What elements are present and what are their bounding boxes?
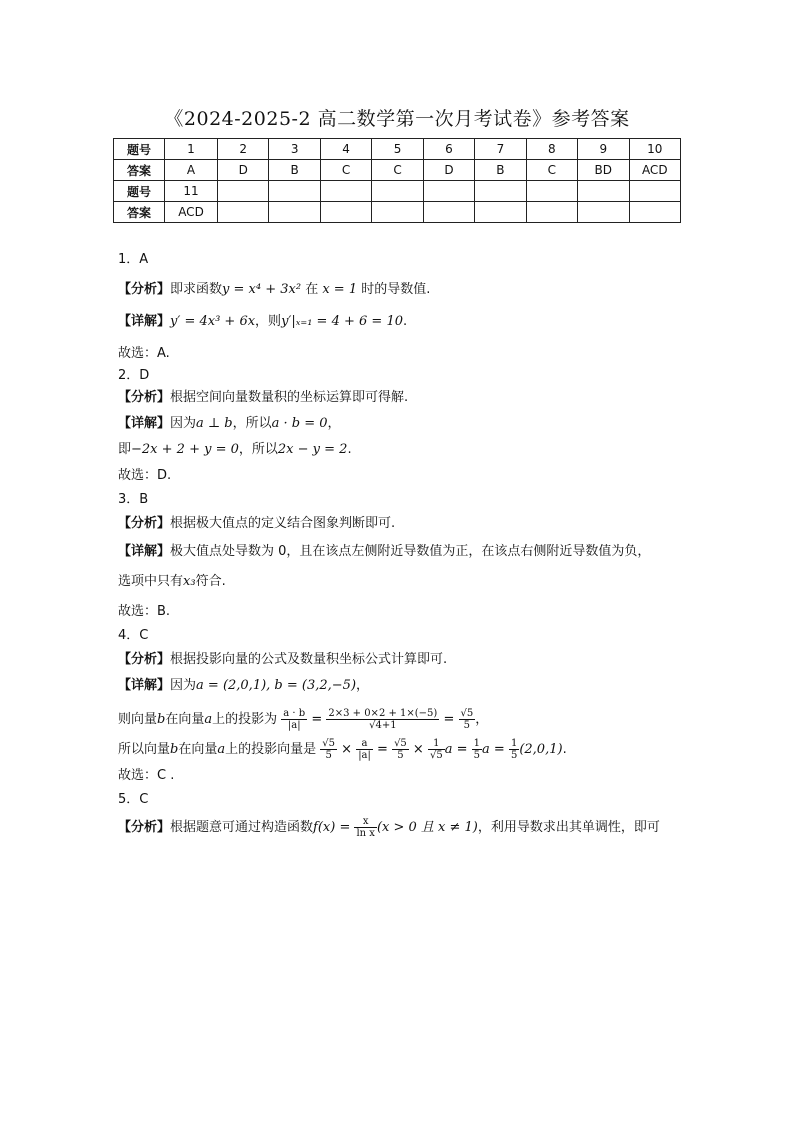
table-cell: 8 <box>526 139 577 160</box>
table-cell <box>423 181 474 202</box>
choice-line: 故选：C . <box>118 768 175 783</box>
math: a <box>204 712 213 727</box>
analysis-tag: 【分析】 <box>118 820 171 835</box>
math: y = x⁴ + 3x² <box>222 282 306 297</box>
table-header-answer: 答案 <box>114 202 165 223</box>
table-cell: 9 <box>578 139 629 160</box>
detail-tag: 【详解】 <box>118 544 171 559</box>
fraction: $\frac{1}{5}$ <box>510 738 518 761</box>
table-cell: B <box>475 160 526 181</box>
math: a <box>444 742 453 757</box>
math: f(x) = <box>313 820 355 835</box>
text: 即求函数 <box>170 282 223 297</box>
text: 在 <box>305 282 323 297</box>
text: = <box>452 742 472 757</box>
text: 根据极大值点的定义结合图象判断即可. <box>170 516 396 531</box>
math: y′ = 4x³ + 6x <box>170 314 256 329</box>
table-cell: 5 <box>372 139 423 160</box>
math: a ⊥ b <box>196 416 233 431</box>
text: 选项中只有 <box>118 574 184 589</box>
table-cell: A <box>165 160 218 181</box>
table-cell: C <box>372 160 423 181</box>
table-header-question: 题号 <box>114 181 165 202</box>
table-header-answer: 答案 <box>114 160 165 181</box>
table-cell <box>578 202 629 223</box>
fraction: $\frac{√5}{5}$ <box>394 738 407 761</box>
table-cell: 1 <box>165 139 218 160</box>
fraction: $\frac{a}{|a|}$ <box>358 738 371 761</box>
question-number: 5．C <box>118 792 149 807</box>
text: × <box>337 742 357 757</box>
detail-line <box>118 440 688 460</box>
text: 在向量 <box>178 742 218 757</box>
table-row <box>114 139 681 160</box>
table-cell: D <box>218 160 269 181</box>
table-cell <box>629 202 681 223</box>
table-cell <box>475 181 526 202</box>
analysis-tag: 【分析】 <box>118 282 171 297</box>
fraction: $\frac{a \cdot b}{|a|}$ <box>283 708 306 731</box>
detail-line <box>118 414 688 434</box>
table-cell <box>423 202 474 223</box>
text: . <box>402 314 408 329</box>
math: −2x + 2 + y = 0 <box>131 442 239 457</box>
fraction: $\frac{1}{√5}$ <box>429 738 443 761</box>
table-cell: B <box>269 160 320 181</box>
math: a <box>217 742 226 757</box>
math: 2x − y = 2 <box>277 442 348 457</box>
table-cell: 7 <box>475 139 526 160</box>
text: ， <box>327 416 341 431</box>
table-cell: 6 <box>423 139 474 160</box>
page-title: 《2024-2025-2 高二数学第一次月考试卷》参考答案 <box>164 108 630 130</box>
choice-line: 故选：B. <box>118 604 171 619</box>
math: b <box>170 742 179 757</box>
text: 上的投影向量是 <box>225 742 317 757</box>
table-cell: D <box>423 160 474 181</box>
question-number: 3．B <box>118 492 149 507</box>
text: = <box>489 742 509 757</box>
table-cell <box>526 181 577 202</box>
text: = <box>307 712 327 727</box>
text: 上的投影为 <box>212 712 278 727</box>
table-cell <box>526 202 577 223</box>
solutions-content <box>118 250 688 839</box>
table-cell <box>578 181 629 202</box>
analysis-line <box>118 280 688 300</box>
math: (2,0,1) <box>519 742 563 757</box>
text: . <box>347 442 352 457</box>
detail-tag: 【详解】 <box>118 314 171 329</box>
fraction: $\frac{x}{\text{ln x}}$ <box>356 816 375 839</box>
text: ，则 <box>255 314 282 329</box>
table-cell <box>218 181 269 202</box>
table-cell: BD <box>578 160 629 181</box>
math: a · b = 0 <box>271 416 328 431</box>
detail-line <box>118 542 688 562</box>
math: b <box>157 712 166 727</box>
math: a = (2,0,1), b = (3,2,−5) <box>196 678 357 693</box>
table-cell: C <box>526 160 577 181</box>
text: 时的导数值. <box>357 282 431 297</box>
text: 根据题意可通过构造函数 <box>170 820 314 835</box>
table-header-question: 题号 <box>114 139 165 160</box>
table-cell <box>475 202 526 223</box>
table-cell: 2 <box>218 139 269 160</box>
choice-line: 故选：D. <box>118 468 172 483</box>
table-cell: 3 <box>269 139 320 160</box>
analysis-line <box>118 650 688 670</box>
detail-line <box>118 572 688 592</box>
table-cell <box>218 202 269 223</box>
table-cell: 4 <box>320 139 371 160</box>
table-cell <box>269 181 320 202</box>
text: 所以向量 <box>118 742 171 757</box>
table-cell <box>372 181 423 202</box>
detail-line <box>118 312 688 332</box>
detail-line <box>118 676 688 696</box>
table-cell: C <box>320 160 371 181</box>
text: 根据空间向量数量积的坐标运算即可得解. <box>170 390 409 405</box>
text: 符合. <box>195 574 226 589</box>
table-cell <box>629 181 681 202</box>
text: 即 <box>118 442 132 457</box>
fraction: $\frac{√5}{5}$ <box>322 738 336 761</box>
math: x₃ <box>183 574 196 589</box>
text: 根据投影向量的公式及数量积坐标公式计算即可. <box>170 652 448 667</box>
table-row <box>114 181 681 202</box>
text: ，所以 <box>238 442 278 457</box>
fraction: $\frac{2\times 3 + 0\times 2 + 1\times(-5)}{√4+1}$ <box>328 708 438 731</box>
text: ， <box>356 678 370 693</box>
detail-tag: 【详解】 <box>118 416 171 431</box>
table-row <box>114 202 681 223</box>
choice-line: 故选：A. <box>118 346 170 361</box>
text: ， <box>475 712 489 727</box>
math: y′|ₓ₌₁ = 4 + 6 = 10 <box>281 314 403 329</box>
answer-table <box>113 138 681 223</box>
question-number: 1．A <box>118 252 149 267</box>
text: × <box>408 742 428 757</box>
table-cell <box>372 202 423 223</box>
text: 极大值点处导数为 0，且在该点左侧附近导数值为正，在该点右侧附近导数值为负， <box>170 544 651 559</box>
detail-line <box>118 706 688 734</box>
text: 因为 <box>170 416 197 431</box>
text: 在向量 <box>165 712 205 727</box>
analysis-tag: 【分析】 <box>118 652 171 667</box>
text: 则向量 <box>118 712 158 727</box>
math: x = 1 <box>322 282 358 297</box>
text: . <box>562 742 567 757</box>
text: = <box>372 742 393 757</box>
detail-line <box>118 736 688 764</box>
question-number: 2．D <box>118 368 150 383</box>
table-cell: 11 <box>165 181 218 202</box>
math: a <box>482 742 490 757</box>
table-cell <box>320 202 371 223</box>
analysis-line <box>118 814 688 842</box>
analysis-tag: 【分析】 <box>118 390 171 405</box>
table-cell <box>320 181 371 202</box>
text: = <box>439 712 459 727</box>
analysis-tag: 【分析】 <box>118 516 171 531</box>
text: ，所以 <box>232 416 272 431</box>
text: 因为 <box>170 678 197 693</box>
text: ，利用导数求出其单调性，即可 <box>477 820 660 835</box>
fraction: $\frac{1}{5}$ <box>473 738 481 761</box>
table-row <box>114 160 681 181</box>
detail-tag: 【详解】 <box>118 678 171 693</box>
question-number: 4．C <box>118 628 149 643</box>
table-cell: ACD <box>165 202 218 223</box>
analysis-line <box>118 514 688 534</box>
table-cell: 10 <box>629 139 681 160</box>
analysis-line <box>118 388 688 408</box>
table-cell <box>269 202 320 223</box>
fraction: $\frac{√5}{5}$ <box>460 708 474 731</box>
math: (x > 0 且 x ≠ 1) <box>376 820 478 835</box>
table-cell: ACD <box>629 160 681 181</box>
